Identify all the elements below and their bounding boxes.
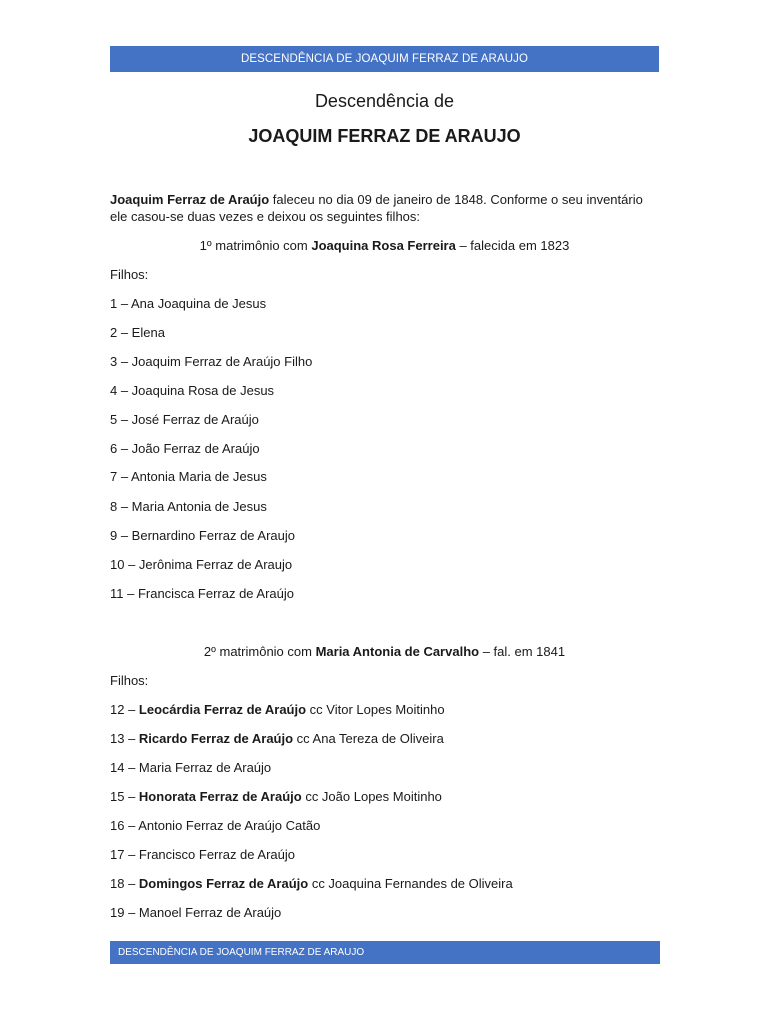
child-item: 5 – José Ferraz de Araújo [110,412,259,427]
child-number: 16 – [110,818,139,833]
child-name: Honorata Ferraz de Araújo [138,789,302,804]
marriage-2-spouse: Maria Antonia de Carvalho [315,644,480,659]
child-name: Antonio Ferraz de Araújo Catão [138,818,321,833]
child-item [110,730,659,747]
child-name: Domingos Ferraz de Araújo [138,876,309,891]
child-number: 19 – [110,905,139,920]
marriage-2-children-label: Filhos: [110,673,149,688]
child-item [110,788,659,805]
child-item: 9 – Bernardino Ferraz de Araujo [110,528,295,543]
child-item [110,846,659,863]
child-number: 14 – [110,760,139,775]
child-item: 10 – Jerônima Ferraz de Araujo [110,557,293,572]
child-number: 13 – [110,731,139,746]
marriage-1-suffix: – falecida em 1823 [455,238,570,253]
child-spouse: cc João Lopes Moitinho [301,789,442,804]
child-item [110,817,659,834]
child-spouse: cc Joaquina Fernandes de Oliveira [308,876,513,891]
marriage-1-heading [110,237,659,254]
intro-name: Joaquim Ferraz de Araújo [110,192,270,207]
child-item: 1 – Ana Joaquina de Jesus [110,296,267,311]
child-item [110,875,659,892]
document-subtitle: JOAQUIM FERRAZ DE ARAUJO [248,126,521,146]
marriage-1-prefix: 1º matrimônio com [199,238,312,253]
child-number: 15 – [110,789,139,804]
child-spouse: cc Vitor Lopes Moitinho [306,702,445,717]
child-number: 12 – [110,702,139,717]
child-item [110,904,659,921]
child-item: 7 – Antonia Maria de Jesus [110,469,267,484]
child-spouse: cc Ana Tereza de Oliveira [293,731,444,746]
intro-text: faleceu no dia 09 de janeiro de 1848. Conforme o seu inventário ele casou-se duas vezes e deixou os seguintes filhos: [110,192,643,224]
child-name: Leocárdia Ferraz de Araújo [138,702,307,717]
page-footer: DESCENDÊNCIA DE JOAQUIM FERRAZ DE ARAUJO [110,941,660,964]
child-name: Manoel Ferraz de Araújo [138,905,282,920]
child-item: 4 – Joaquina Rosa de Jesus [110,383,275,398]
child-item: 3 – Joaquim Ferraz de Araújo Filho [110,354,313,369]
child-item: 8 – Maria Antonia de Jesus [110,499,267,514]
child-item: 6 – João Ferraz de Araújo [110,441,260,456]
intro-paragraph [110,191,659,225]
marriage-2-prefix: 2º matrimônio com [203,644,316,659]
child-name: Francisco Ferraz de Araújo [138,847,295,862]
child-number: 17 – [110,847,139,862]
child-number: 18 – [110,876,139,891]
child-name: Maria Ferraz de Araújo [138,760,272,775]
page-header: DESCENDÊNCIA DE JOAQUIM FERRAZ DE ARAUJO [110,46,659,72]
child-item: 2 – Elena [110,325,165,340]
child-item [110,759,659,776]
marriage-2-suffix: – fal. em 1841 [479,644,566,659]
marriage-1-spouse: Joaquina Rosa Ferreira [311,238,456,253]
child-item [110,701,659,718]
child-item: 11 – Francisca Ferraz de Araújo [110,586,295,601]
document-title: Descendência de [314,91,455,111]
marriage-2-heading [110,643,659,660]
marriage-1-children-label: Filhos: [110,267,149,282]
child-name: Ricardo Ferraz de Araújo [138,731,294,746]
